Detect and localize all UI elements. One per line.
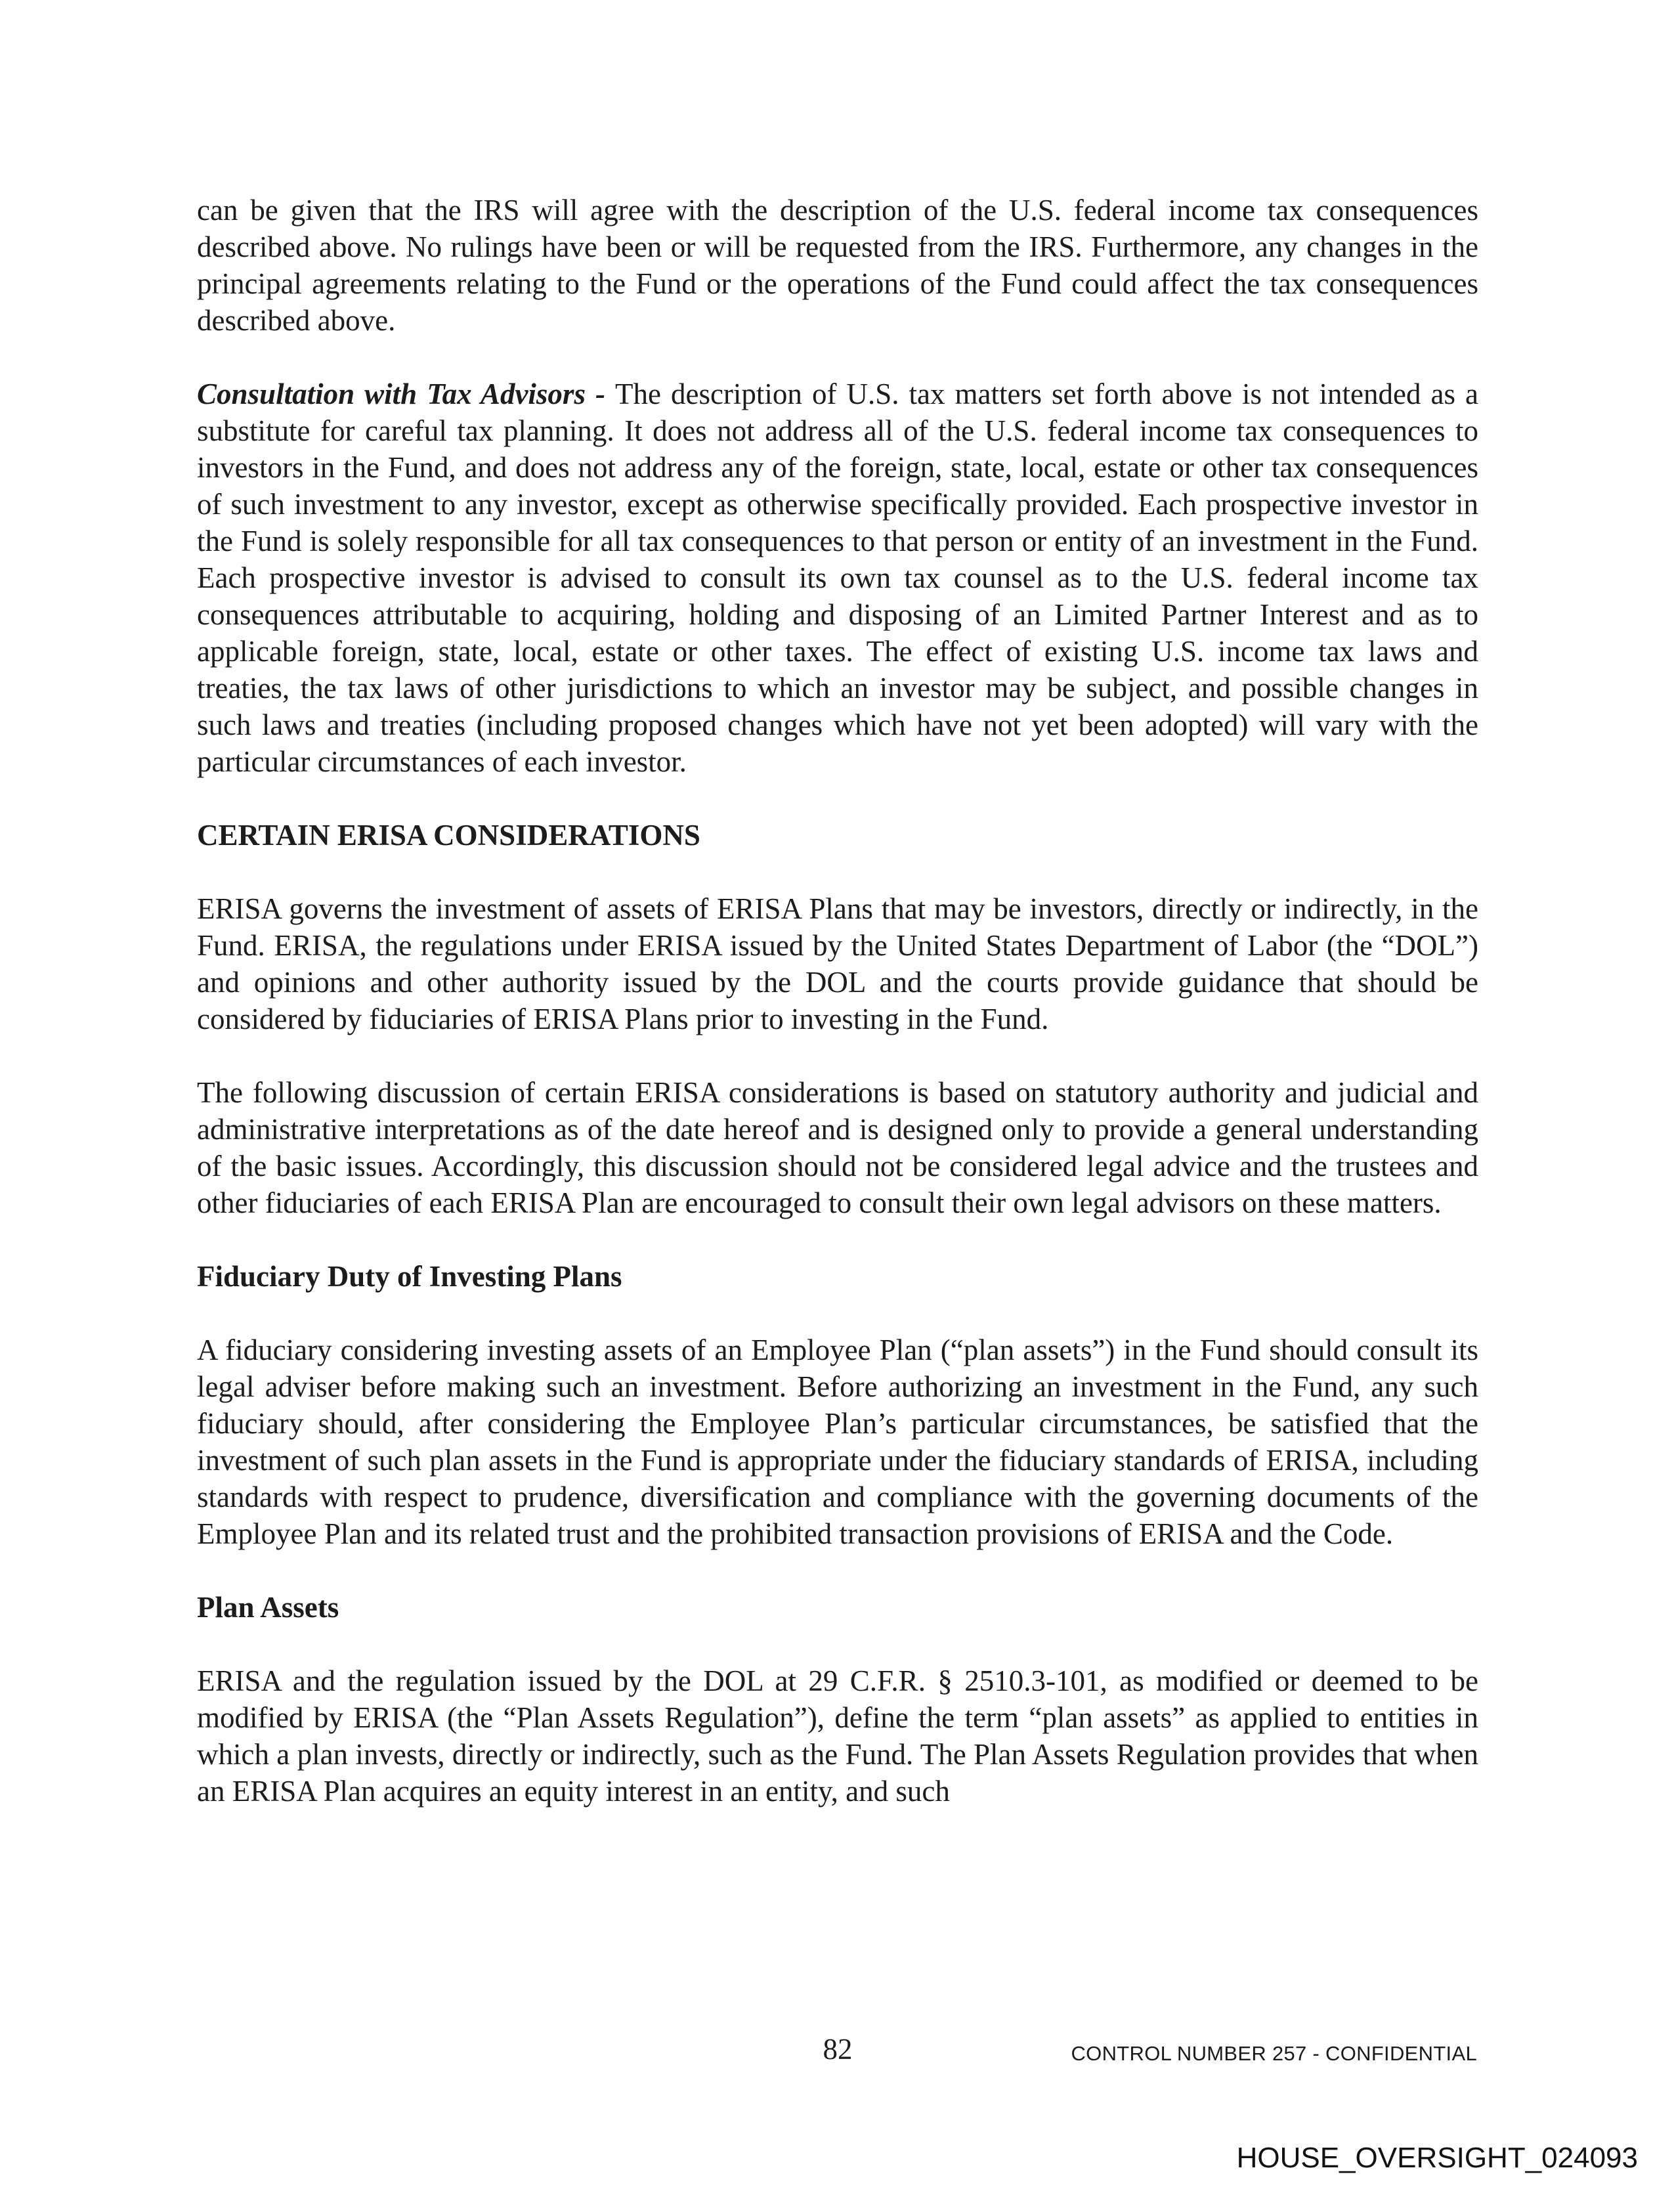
paragraph-consultation-tax-advisors	[197, 376, 1478, 780]
paragraph-fiduciary-duty: A fiduciary considering investing assets of an Employee Plan (“plan assets”) in the Fund should consult its legal adviser before making such an investment. Before authorizing an investment in the Fund, any such fiduciary should, after considering the Employee Plan’s particular circumstances, be satisfied that the investment of such plan assets in the Fund is appropriate under the fiduciary standards of ERISA, including standards with respect to prudence, diversification and compliance with the governing documents of the Employee Plan and its related trust and the prohibited transaction provisions of ERISA and the Code.	[197, 1334, 1478, 1550]
subsection-heading-plan-assets: Plan Assets	[197, 1591, 339, 1624]
page-number: 82	[823, 2033, 853, 2066]
control-number-label: CONTROL NUMBER 257 - CONFIDENTIAL	[1071, 2042, 1477, 2065]
section-heading-erisa-considerations: CERTAIN ERISA CONSIDERATIONS	[197, 819, 700, 852]
paragraph-tax-consequences: can be given that the IRS will agree with the description of the U.S. federal income tax consequences described above. No rulings have been or will be requested from the IRS. Furthermore, any changes in the principal agreements relating to the Fund or the operations of the Fund could affect the tax consequences described above.	[197, 194, 1478, 337]
paragraph-erisa-governs: ERISA governs the investment of assets of ERISA Plans that may be investors, directly or indirectly, in the Fund. ERISA, the regulations under ERISA issued by the United States Department of Labor (the “DOL”) and opinions and other authority issued by the DOL and the courts provide guidance that should be considered by fiduciaries of ERISA Plans prior to investing in the Fund.	[197, 892, 1478, 1035]
paragraph-lead-in: Consultation with Tax Advisors -	[197, 378, 615, 410]
paragraph-text: The description of U.S. tax matters set forth above is not intended as a substitute for careful tax planning. It does not address all of the U.S. federal income tax consequences to investors in the Fund, and does not address any of the foreign, state, local, estate or other tax consequences of such investment to any investor, except as otherwise specifically provided. Each prospective investor in the Fund is solely responsible for all tax consequences to that person or entity of an investment in the Fund. Each prospective investor is advised to consult its own tax counsel as to the U.S. federal income tax consequences attributable to acquiring, holding and disposing of an Limited Partner Interest and as to applicable foreign, state, local, estate or other taxes. The effect of existing U.S. income tax laws and treaties, the tax laws of other jurisdictions to which an investor may be subject, and possible changes in such laws and treaties (including proposed changes which have not yet been adopted) will vary with the particular circumstances of each investor.	[197, 378, 1478, 778]
paragraph-erisa-discussion: The following discussion of certain ERISA considerations is based on statutory authority and judicial and administrative interpretations as of the date hereof and is designed only to provide a general understanding of the basic issues. Accordingly, this discussion should not be considered legal advice and the trustees and other fiduciaries of each ERISA Plan are encouraged to consult their own legal advisors on these matters.	[197, 1076, 1478, 1219]
subsection-heading-fiduciary-duty: Fiduciary Duty of Investing Plans	[197, 1260, 622, 1293]
bates-number: HOUSE_OVERSIGHT_024093	[1236, 2142, 1638, 2174]
paragraph-plan-assets: ERISA and the regulation issued by the DOL at 29 C.F.R. § 2510.3-101, as modified or deemed to be modified by ERISA (the “Plan Assets Regulation”), define the term “plan assets” as applied to entities in which a plan invests, directly or indirectly, such as the Fund. The Plan Assets Regulation provides that when an ERISA Plan acquires an equity interest in an entity, and such	[197, 1664, 1478, 1808]
document-body	[197, 192, 1478, 1846]
